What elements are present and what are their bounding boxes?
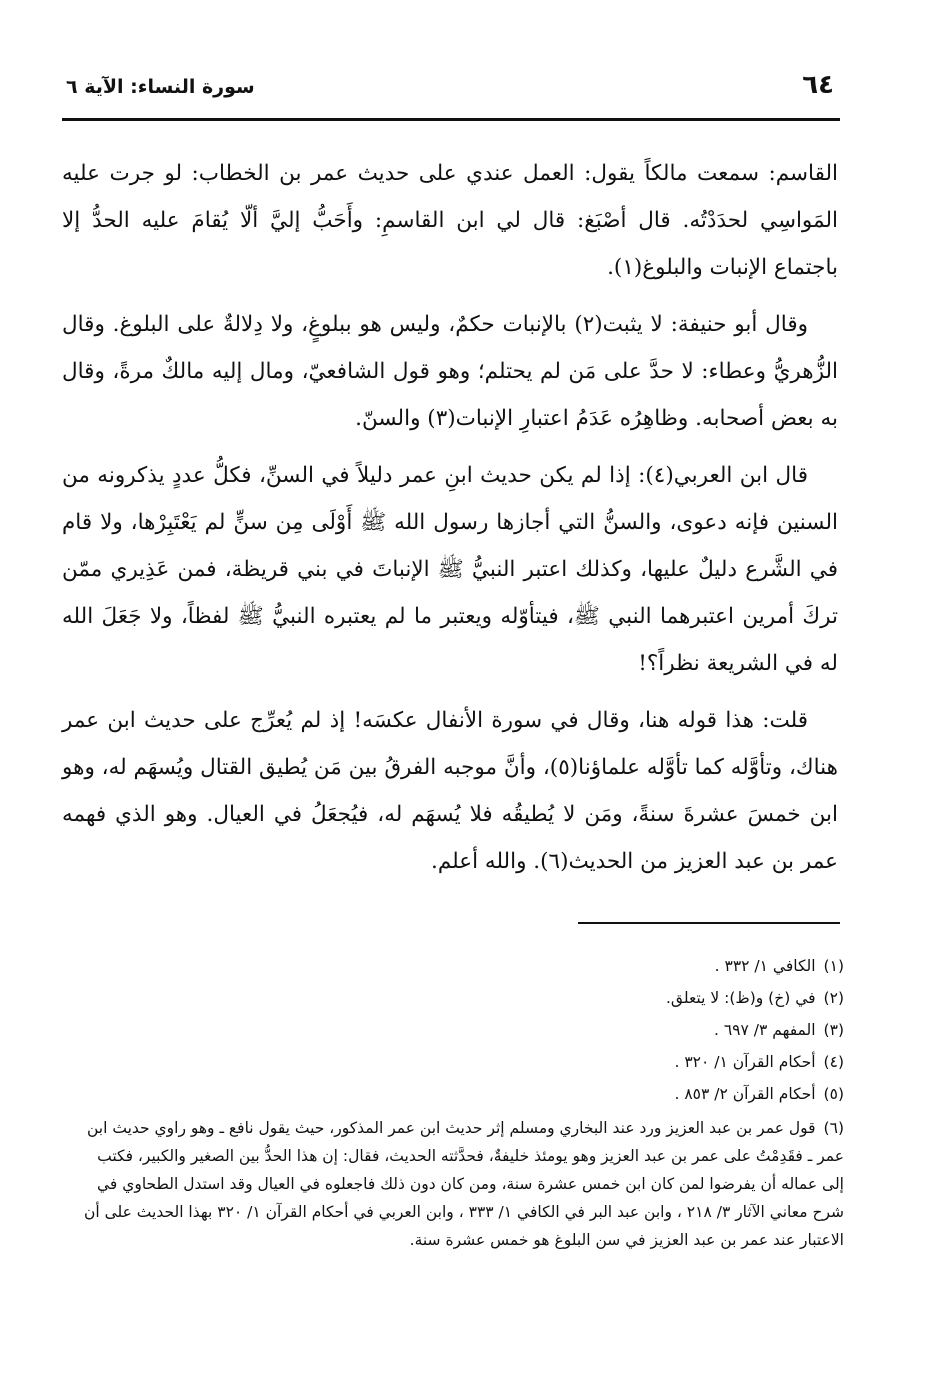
footnote-number: (٦) xyxy=(823,1119,844,1137)
footnote-divider xyxy=(578,922,840,924)
footnote xyxy=(72,950,844,982)
footnote-number: (١) xyxy=(823,957,844,975)
footnote-text: في (خ) و(ظ): لا يتعلق. xyxy=(665,989,816,1007)
footnote-text: قول عمر بن عبد العزيز ورد عند البخاري ومسلم إثر حديث ابن عمر المذكور، حيث يقول نافع ـ وهو راوي حديث ابن عمر ـ فقَدِمْتُ على عمر بن عبد العزيز وهو يومئذ خليفةٌ، فحدَّثته الحديث، فقال: إن هذا الحدُّ بين الصغير والكبير، فكتب إلى عماله أن يفرضوا لمن كان ابن خمس عشرة سنة، ومن كان دون ذلك فاجعلوه في العيال وقد استدل الطحاوي في شرح معاني الآثار ٣/ ٢١٨ ، وابن عبد البر في الكافي ١/ ٣٣٣ ، وابن العربي في أحكام القرآن ١/ ٣٢٠ بهذا الحديث على أن الاعتبار عند عمر بن عبد العزيز في سن البلوغ هو خمس عشرة سنة. xyxy=(83,1119,844,1249)
paragraph: القاسم: سمعت مالكاً يقول: العمل عندي على حديث عمر بن الخطاب: لو جرت عليه المَواسِي لحدَدْتُه. قال أصْبَغ: قال لي ابن القاسمِ: وأَحَبُّ إليَّ ألّا يُقامَ عليه الحدُّ إلا باجتماع الإنبات والبلوغ(١). xyxy=(62,161,838,280)
footnote-text: الكافي ١/ ٣٣٢ . xyxy=(714,957,816,975)
footnote-text: أحكام القرآن ٢/ ٨٥٣ . xyxy=(674,1085,816,1103)
footnote-number: (٤) xyxy=(823,1053,844,1071)
footnote-text: أحكام القرآن ١/ ٣٢٠ . xyxy=(674,1053,816,1071)
paragraph: قلت: هذا قوله هنا، وقال في سورة الأنفال عكسَه! إذ لم يُعرِّج على حديث ابن عمر هناك، وتأوَّله كما تأوَّله علماؤنا(٥)، وأنَّ موجبه الفرقُ بين مَن يُطيق القتال ويُسهَم له، وهو ابن خمسَ عشرةَ سنةً، ومَن لا يُطيقُه فلا يُسهَم له، فيُجعَلُ في العيال. وهو الذي فهمه عمر بن عبد العزيز من الحديث(٦). والله أعلم. xyxy=(62,708,838,874)
running-header xyxy=(60,70,840,110)
main-text xyxy=(62,150,838,895)
footnote xyxy=(72,1078,844,1110)
footnote xyxy=(72,1046,844,1078)
footnote-number: (٢) xyxy=(823,989,844,1007)
footnote xyxy=(72,1014,844,1046)
footnote xyxy=(72,1114,844,1254)
header-divider xyxy=(62,118,840,121)
footnote-text: المفهم ٣/ ٦٩٧ . xyxy=(714,1021,816,1039)
paragraph: قال ابن العربي(٤): إذا لم يكن حديث ابنِ عمر دليلاً في السنِّ، فكلُّ عددٍ يذكرونه من السنين فإنه دعوى، والسنُّ التي أجازها رسول الله ﷺ أَوْلَى مِن سنٍّ لم يَعْتَبِرْها، ولا قام في الشَّرع دليلٌ عليها، وكذلك اعتبر النبيُّ ﷺ الإنباتَ في بني قريظة، فمن عَذِيري ممّن تركَ أمرين اعتبرهما النبي ﷺ، فيتأوّله ويعتبر ما لم يعتبره النبيُّ ﷺ لفظاً، ولا جَعَلَ الله له في الشريعة نظراً؟! xyxy=(62,463,838,676)
footnotes xyxy=(72,950,844,1254)
paragraph: وقال أبو حنيفة: لا يثبت(٢) بالإنبات حكمٌ، وليس هو ببلوغٍ، ولا دِلالةٌ على البلوغ. وقال الزُّهريُّ وعطاء: لا حدَّ على مَن لم يحتلم؛ وهو قول الشافعيّ، ومال إليه مالكٌ مرةً، وقال به بعض أصحابه. وظاهِرُه عَدَمُ اعتبارِ الإنبات(٣) والسنّ. xyxy=(62,312,838,431)
footnote xyxy=(72,982,844,1014)
page-number: ٦٤ xyxy=(802,70,834,100)
footnote-number: (٥) xyxy=(823,1085,844,1103)
footnote-number: (٣) xyxy=(823,1021,844,1039)
surah-title: سورة النساء: الآية ٦ xyxy=(66,76,255,98)
